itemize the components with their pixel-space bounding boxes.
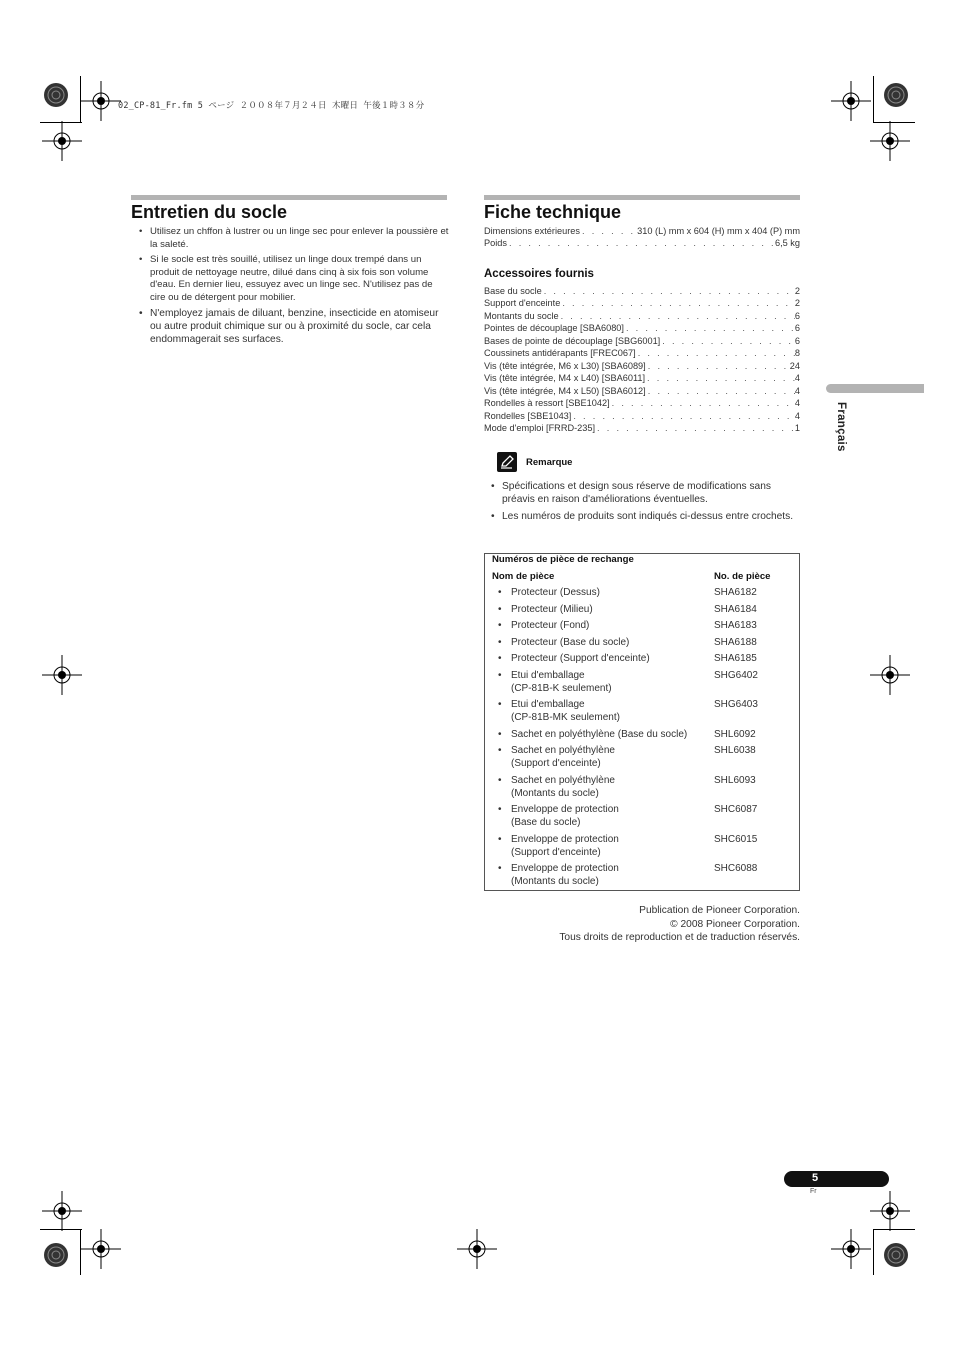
accessory-label: Vis (tête intégrée, M6 x L30) [SBA6089] xyxy=(484,360,646,371)
list-item: • Si le socle est très souillé, utilisez un linge doux trempé dans un produit de nettoyage neutre, dilué dans cinq à six fois son volume d'eau. En dernier lieu, essuyez avec un linge sec. N'utilisez pas de cire ou de détergent pour mobilier. xyxy=(137,254,449,304)
part-number: SHA6182 xyxy=(714,587,757,598)
bullet: • xyxy=(498,620,502,631)
dot-leader xyxy=(660,335,795,348)
accessory-row xyxy=(484,285,800,298)
accessory-label: Rondelles [SBE1043] xyxy=(484,410,572,421)
bullet: • xyxy=(498,833,502,845)
accessory-label: Vis (tête intégrée, M4 x L40) [SBA6011] xyxy=(484,373,646,383)
accessory-row xyxy=(484,422,800,435)
bullet: • xyxy=(498,636,502,648)
accessory-label: Vis (tête intégrée, M4 x L50) [SBA6012] xyxy=(484,385,646,396)
registration-mark-bottom-center xyxy=(457,1229,497,1269)
part-number: SHL6093 xyxy=(714,774,756,786)
crop-line-br-h xyxy=(873,1229,915,1230)
table-row xyxy=(498,603,798,616)
table-row xyxy=(498,698,798,724)
spec-value: 6,5 kg xyxy=(774,238,800,248)
part-name: Sachet en polyéthylène (Base du socle) xyxy=(511,728,688,740)
crop-line-bl-v xyxy=(80,1229,81,1275)
dot-leader xyxy=(595,422,795,435)
parts-column-number-header: No. de pièce xyxy=(714,571,771,582)
registration-mark-top-left-inner xyxy=(81,81,121,121)
part-number: SHA6185 xyxy=(714,653,757,664)
table-row xyxy=(498,862,798,888)
table-row xyxy=(498,744,798,770)
accessory-label: Montants du socle xyxy=(484,310,559,321)
accessory-row xyxy=(484,410,800,423)
dot-leader xyxy=(542,285,795,298)
registration-mark-mid-left xyxy=(42,655,82,695)
part-name: Etui d'emballage (CP-81B-K seulement) xyxy=(511,669,612,694)
accessory-label: Mode d'emploi [FRRD-235] xyxy=(484,423,596,433)
publication-line: Publication de Pioneer Corporation. xyxy=(639,905,800,916)
bullet: • xyxy=(498,669,502,681)
accessory-row xyxy=(484,335,800,348)
registration-mark-bottom-left-inner xyxy=(81,1229,121,1269)
page-number-pill xyxy=(784,1171,889,1187)
part-number: SHL6092 xyxy=(714,728,756,740)
rights-line: Tous droits de reproduction et de traduction réservés. xyxy=(559,932,800,943)
section-title-fiche-technique: Fiche technique xyxy=(484,202,622,222)
accessory-qty: 6 xyxy=(794,310,800,321)
crop-line-br-v xyxy=(873,1229,874,1275)
note-title: Remarque xyxy=(526,457,573,468)
dot-leader xyxy=(610,397,795,410)
dot-leader xyxy=(559,310,795,323)
part-name: Protecteur (Base du socle) xyxy=(511,636,630,648)
list-item: • N'employez jamais de diluant, benzine, insecticide en atomiseur ou autre produit chimique sur ou à proximité du socle, car cela endommagerait ses surfaces. xyxy=(137,307,449,346)
bullet: • xyxy=(498,653,502,664)
language-side-tab xyxy=(826,384,924,393)
accessory-qty: 4 xyxy=(794,398,800,408)
part-name: Enveloppe de protection (Montants du socle) xyxy=(511,863,619,887)
table-row xyxy=(498,586,798,599)
spec-label: Poids xyxy=(484,238,507,248)
registration-mark-top-right-inner xyxy=(831,81,871,121)
part-name: Protecteur (Milieu) xyxy=(511,603,593,615)
part-number: SHA6188 xyxy=(714,636,757,648)
list-item: • Spécifications et design sous réserve de modifications sans préavis en raison d'améliorations éventuelles. xyxy=(490,480,800,506)
bullet: • xyxy=(498,804,502,815)
part-name: Sachet en polyéthylène (Montants du socle) xyxy=(511,774,615,799)
part-number: SHG6403 xyxy=(714,699,758,710)
language-label: Français xyxy=(835,402,847,452)
dot-leader xyxy=(646,360,790,373)
spec-value: 310 (L) mm x 604 (H) mm x 404 (P) mm xyxy=(637,226,800,236)
section-bar-left xyxy=(131,195,447,200)
section-title-entretien: Entretien du socle xyxy=(131,202,288,222)
page-language-code: Fr xyxy=(810,1188,817,1195)
registration-mark-bottom-right-inner xyxy=(831,1229,871,1269)
accessory-qty: 1 xyxy=(794,423,800,433)
rosette-bottom-left xyxy=(43,1242,69,1268)
rosette-top-right xyxy=(883,82,909,108)
dot-leader xyxy=(646,385,795,398)
part-name: Enveloppe de protection (Support d'enceinte) xyxy=(511,833,619,858)
page-number: 5 xyxy=(811,1172,819,1184)
table-row xyxy=(498,652,798,665)
rosette-top-left xyxy=(43,82,69,108)
list-item: • Les numéros de produits sont indiqués ci-dessus entre crochets. xyxy=(490,510,800,523)
part-number: SHC6015 xyxy=(714,833,758,845)
maintenance-bullet-list xyxy=(137,226,449,349)
crop-line-tr-v xyxy=(873,76,874,122)
accessory-qty: 6 xyxy=(794,335,800,346)
accessory-row xyxy=(484,322,800,335)
accessory-label: Support d'enceinte xyxy=(484,298,561,308)
accessory-qty: 2 xyxy=(794,285,800,296)
dot-leader xyxy=(571,410,795,423)
bullet: • xyxy=(498,728,502,740)
part-name: Etui d'emballage (CP-81B-MK seulement) xyxy=(511,699,620,723)
bullet: • xyxy=(498,774,502,786)
publication-notice xyxy=(559,904,800,945)
accessory-row xyxy=(484,310,800,323)
accessory-qty: 4 xyxy=(794,373,800,383)
accessory-label: Rondelles à ressort [SBE1042] xyxy=(484,398,610,408)
accessory-label: Bases de pointe de découplage [SBG6001] xyxy=(484,335,661,346)
bullet: • xyxy=(498,863,502,874)
part-number: SHC6087 xyxy=(714,804,758,815)
part-name: Sachet en polyéthylène (Support d'enceinte) xyxy=(511,745,615,769)
rosette-bottom-right xyxy=(883,1242,909,1268)
registration-mark-top-right-outer xyxy=(870,121,910,161)
note-bullet-list xyxy=(490,480,800,527)
accessory-row xyxy=(484,360,800,373)
part-name: Enveloppe de protection (Base du socle) xyxy=(511,804,619,828)
accessory-label: Coussinets antidérapants [FREC067] xyxy=(484,348,636,358)
registration-mark-bottom-left-outer xyxy=(42,1191,82,1231)
bullet: • xyxy=(498,745,502,756)
pencil-note-icon xyxy=(497,452,517,472)
registration-mark-mid-right xyxy=(870,655,910,695)
parts-table-title: Numéros de pièce de rechange xyxy=(492,554,634,565)
dot-leader xyxy=(580,225,637,238)
crop-line-bl-h xyxy=(40,1229,82,1230)
crop-line-tl-h xyxy=(40,122,82,123)
crop-line-tr-h xyxy=(873,122,915,123)
table-row xyxy=(498,619,798,632)
part-name: Protecteur (Fond) xyxy=(511,620,590,631)
dot-leader xyxy=(507,237,775,250)
accessory-qty: 2 xyxy=(794,298,800,308)
accessory-row xyxy=(484,385,800,398)
table-row xyxy=(498,669,798,695)
parts-list xyxy=(498,586,798,892)
accessory-row xyxy=(484,297,800,310)
dot-leader xyxy=(645,372,795,385)
dot-leader xyxy=(636,347,795,360)
accessory-qty: 6 xyxy=(794,323,800,333)
bullet: • xyxy=(498,699,502,710)
spec-row-weight xyxy=(484,237,800,250)
bullet: • xyxy=(498,587,502,598)
part-number: SHL6038 xyxy=(714,745,756,756)
file-info-header: 02_CP-81_Fr.fm 5 ページ ２００８年７月２４日 木曜日 午後１時３８分 xyxy=(118,101,425,111)
accessory-label: Pointes de découplage [SBA6080] xyxy=(484,323,624,333)
crop-line-tl-v xyxy=(80,76,81,122)
accessory-qty: 8 xyxy=(794,348,800,358)
registration-mark-bottom-right-outer xyxy=(870,1191,910,1231)
spec-label: Dimensions extérieures xyxy=(484,226,580,236)
table-row xyxy=(498,774,798,800)
part-number: SHA6183 xyxy=(714,620,757,631)
bullet: • xyxy=(498,603,502,615)
parts-column-name-header: Nom de pièce xyxy=(492,571,555,582)
part-number: SHG6402 xyxy=(714,669,758,681)
dot-leader xyxy=(624,322,795,335)
table-row xyxy=(498,803,798,829)
registration-mark-top-left-outer xyxy=(42,121,82,161)
accessory-row xyxy=(484,372,800,385)
accessory-qty: 4 xyxy=(794,385,800,396)
part-name: Protecteur (Dessus) xyxy=(511,587,600,598)
table-row xyxy=(498,833,798,859)
dot-leader xyxy=(560,297,795,310)
part-number: SHC6088 xyxy=(714,863,758,874)
accessory-row xyxy=(484,397,800,410)
part-number: SHA6184 xyxy=(714,603,757,615)
section-bar-right xyxy=(484,195,800,200)
accessory-row xyxy=(484,347,800,360)
copyright-line: © 2008 Pioneer Corporation. xyxy=(670,918,800,930)
spec-row-dimensions xyxy=(484,225,800,238)
accessory-label: Base du socle xyxy=(484,285,542,296)
accessory-qty: 24 xyxy=(789,360,800,371)
list-item: • Utilisez un chffon à lustrer ou un linge sec pour enlever la poussière et la saleté. xyxy=(137,226,449,251)
accessories-title: Accessoires fournis xyxy=(484,268,594,280)
table-row xyxy=(498,728,798,741)
part-name: Protecteur (Support d'enceinte) xyxy=(511,653,650,664)
accessory-qty: 4 xyxy=(794,410,800,421)
table-row xyxy=(498,636,798,649)
